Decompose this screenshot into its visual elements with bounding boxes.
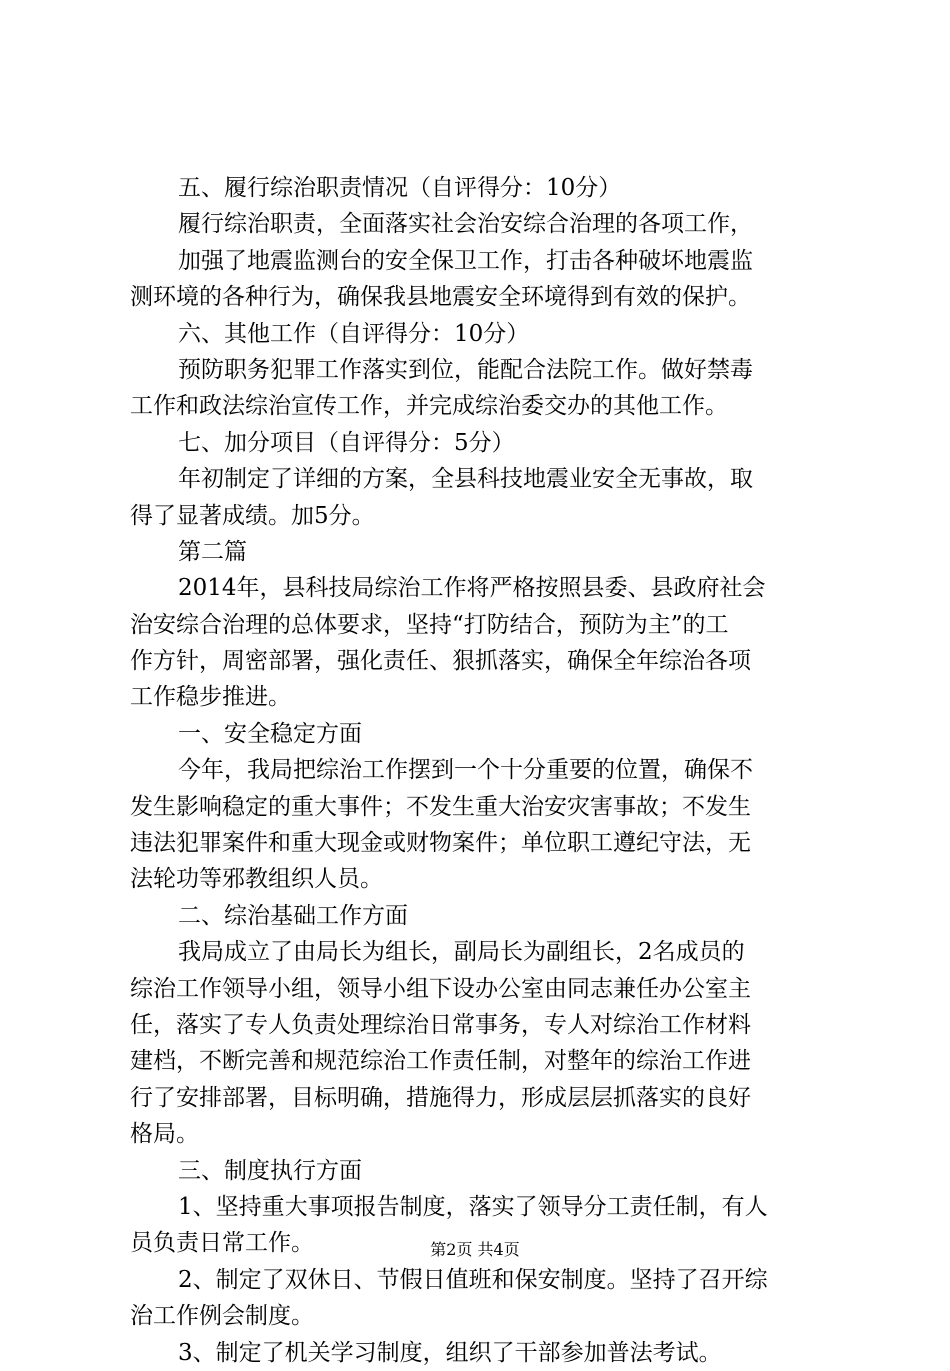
text-line: 工作稳步推进。 [130,684,291,711]
text-line: 一、安全稳定方面 [178,720,362,747]
page-footer: 第2页 共4页 [430,1240,520,1259]
text-line: 3、制定了机关学习制度，组织了干部参加普法考试。 [178,1339,722,1366]
text-line: 七、加分项目（自评得分：5分） [178,429,515,456]
text-line: 履行综治职责，全面落实社会治安综合治理的各项工作， [178,211,753,238]
text-line: 格局。 [130,1121,199,1148]
text-line: 治工作例会制度。 [130,1303,314,1330]
text-line: 工作和政法综治宣传工作，并完成综治委交办的其他工作。 [130,393,728,420]
text-line: 第二篇 [178,538,247,565]
text-line: 违法犯罪案件和重大现金或财物案件；单位职工遵纪守法，无 [130,830,751,857]
text-line: 建档，不断完善和规范综治工作责任制，对整年的综治工作进 [130,1048,751,1075]
text-line: 三、制度执行方面 [178,1157,362,1184]
text-line: 1、坚持重大事项报告制度，落实了领导分工责任制，有人 [178,1193,768,1220]
text-line: 法轮功等邪教组织人员。 [130,866,383,893]
text-line: 预防职务犯罪工作落实到位，能配合法院工作。做好禁毒 [178,356,753,383]
text-line: 得了显著成绩。加5分。 [130,502,375,529]
text-line: 行了安排部署，目标明确，措施得力，形成层层抓落实的良好 [130,1084,751,1111]
text-line: 二、综治基础工作方面 [178,902,408,929]
text-line: 治安综合治理的总体要求，坚持“打防结合，预防为主”的工 [130,611,729,638]
text-line: 我局成立了由局长为组长，副局长为副组长，2名成员的 [178,939,745,966]
text-line: 发生影响稳定的重大事件；不发生重大治安灾害事故；不发生 [130,793,751,820]
text-line: 任，落实了专人负责处理综治日常事务，专人对综治工作材料 [130,1011,751,1038]
document-body [130,170,830,1371]
text-line: 六、其他工作（自评得分：10分） [178,320,530,347]
text-line: 员负责日常工作。 [130,1230,314,1257]
text-line: 作方针，周密部署，强化责任、狠抓落实，确保全年综治各项 [130,648,751,675]
text-line: 五、履行综治职责情况（自评得分：10分） [178,175,622,201]
text-line: 年初制定了详细的方案，全县科技地震业安全无事故，取 [178,466,753,493]
text-line: 测环境的各种行为，确保我县地震安全环境得到有效的保护。 [130,284,751,311]
text-line: 今年，我局把综治工作摆到一个十分重要的位置，确保不 [178,757,753,784]
text-line: 加强了地震监测台的安全保卫工作，打击各种破坏地震监 [178,247,753,274]
text-line: 综治工作领导小组，领导小组下设办公室由同志兼任办公室主 [130,975,751,1002]
text-line: 2014年，县科技局综治工作将严格按照县委、县政府社会 [178,575,766,602]
text-line: 2、制定了双休日、节假日值班和保安制度。坚持了召开综 [178,1266,768,1293]
